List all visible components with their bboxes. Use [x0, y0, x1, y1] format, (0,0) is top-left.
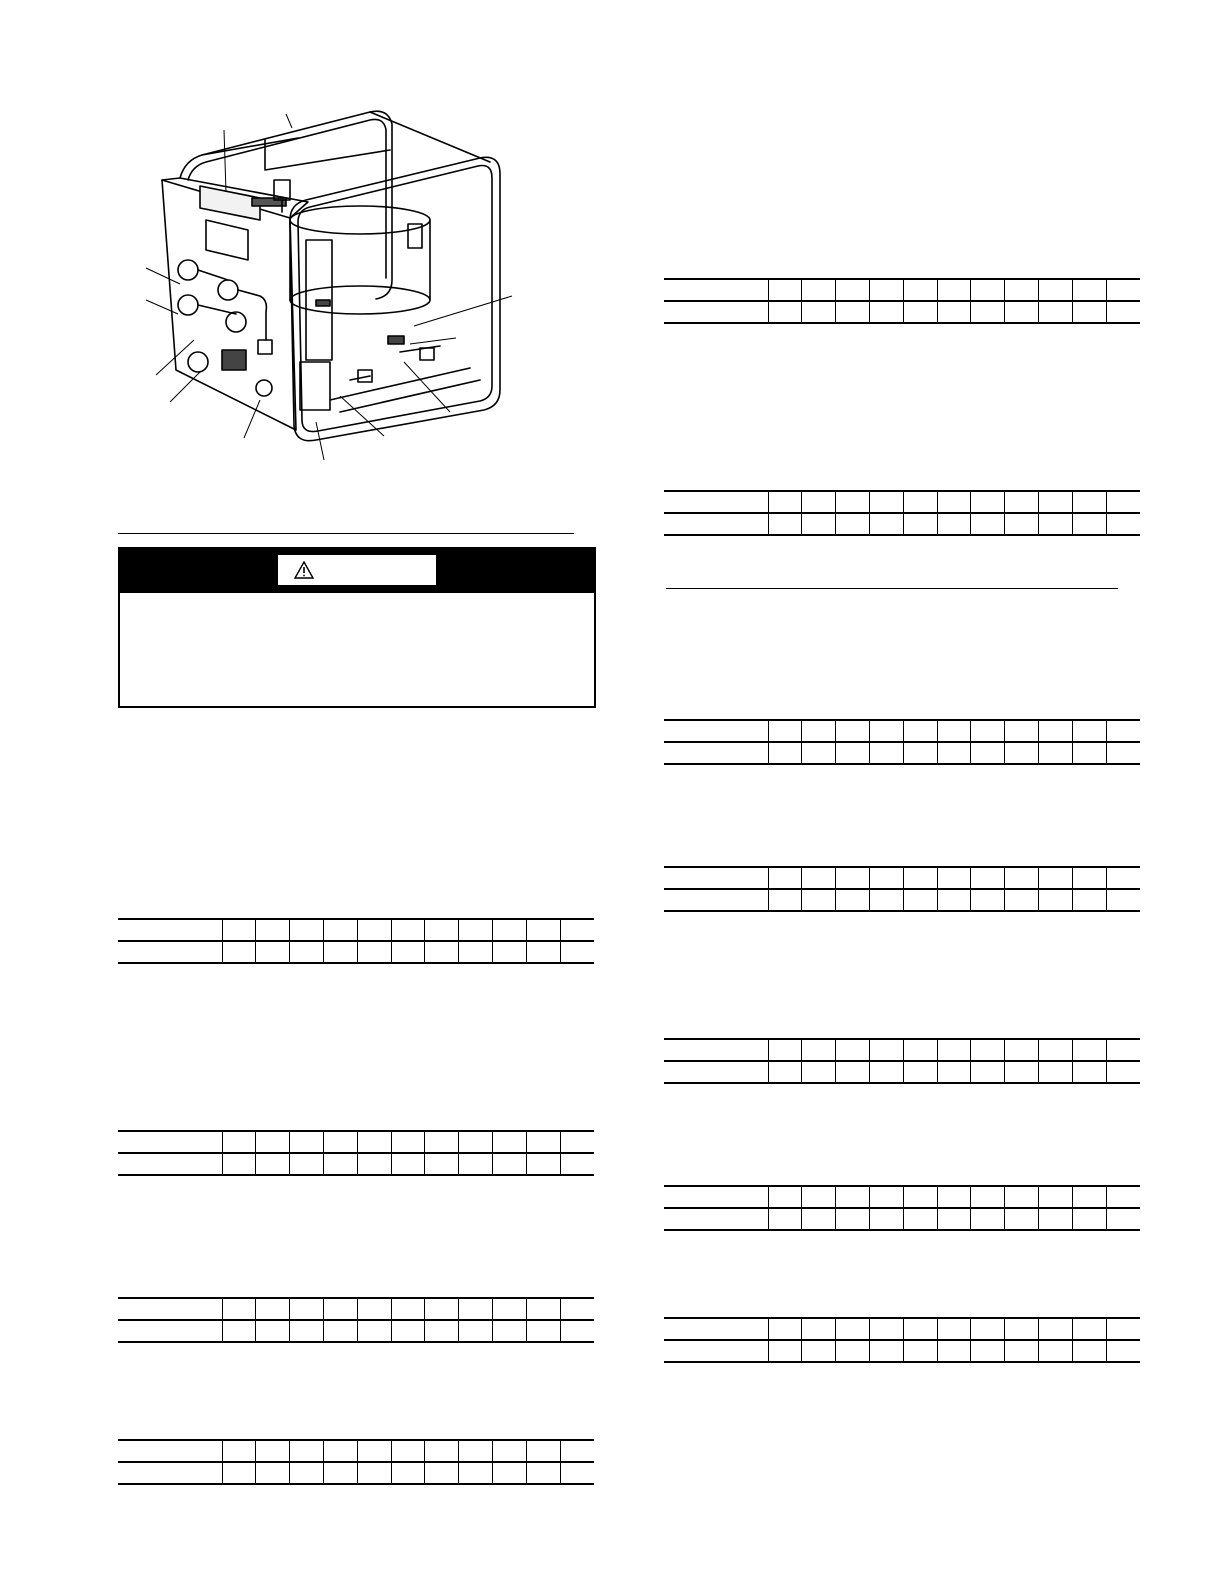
table-row	[118, 1462, 594, 1484]
spec-table	[664, 1038, 1140, 1084]
table-row	[664, 1208, 1140, 1230]
warning-label	[278, 555, 436, 585]
table-row	[664, 279, 1140, 301]
spec-table	[118, 1297, 594, 1343]
spec-table	[664, 719, 1140, 765]
section-divider-left	[118, 533, 574, 534]
table-row	[664, 1340, 1140, 1362]
warning-triangle-icon	[294, 561, 314, 579]
warning-header-bar	[120, 549, 594, 593]
table-row	[664, 867, 1140, 889]
equipment-illustration	[140, 100, 530, 465]
table-row	[664, 491, 1140, 513]
spec-table	[118, 1130, 594, 1176]
table-row	[118, 1131, 594, 1153]
spec-table	[664, 1185, 1140, 1231]
table-row	[664, 1186, 1140, 1208]
table-row	[664, 301, 1140, 323]
spec-table	[664, 490, 1140, 536]
table-row	[664, 1061, 1140, 1083]
spec-table	[664, 278, 1140, 324]
warning-box	[118, 547, 596, 708]
table-row	[118, 941, 594, 963]
table-row	[118, 1320, 594, 1342]
spec-table	[118, 1439, 594, 1485]
table-row	[664, 742, 1140, 764]
spec-table	[664, 866, 1140, 912]
spec-table	[664, 1317, 1140, 1363]
table-row	[118, 1153, 594, 1175]
table-row	[664, 889, 1140, 911]
front-frame	[290, 157, 500, 440]
control-panel	[162, 180, 296, 430]
table-row	[664, 720, 1140, 742]
table-row	[664, 1039, 1140, 1061]
table-row	[664, 1318, 1140, 1340]
table-row	[118, 1440, 594, 1462]
table-row	[118, 919, 594, 941]
section-divider-right	[666, 588, 1118, 589]
table-row	[118, 1298, 594, 1320]
table-row	[664, 513, 1140, 535]
spec-table	[118, 918, 594, 964]
